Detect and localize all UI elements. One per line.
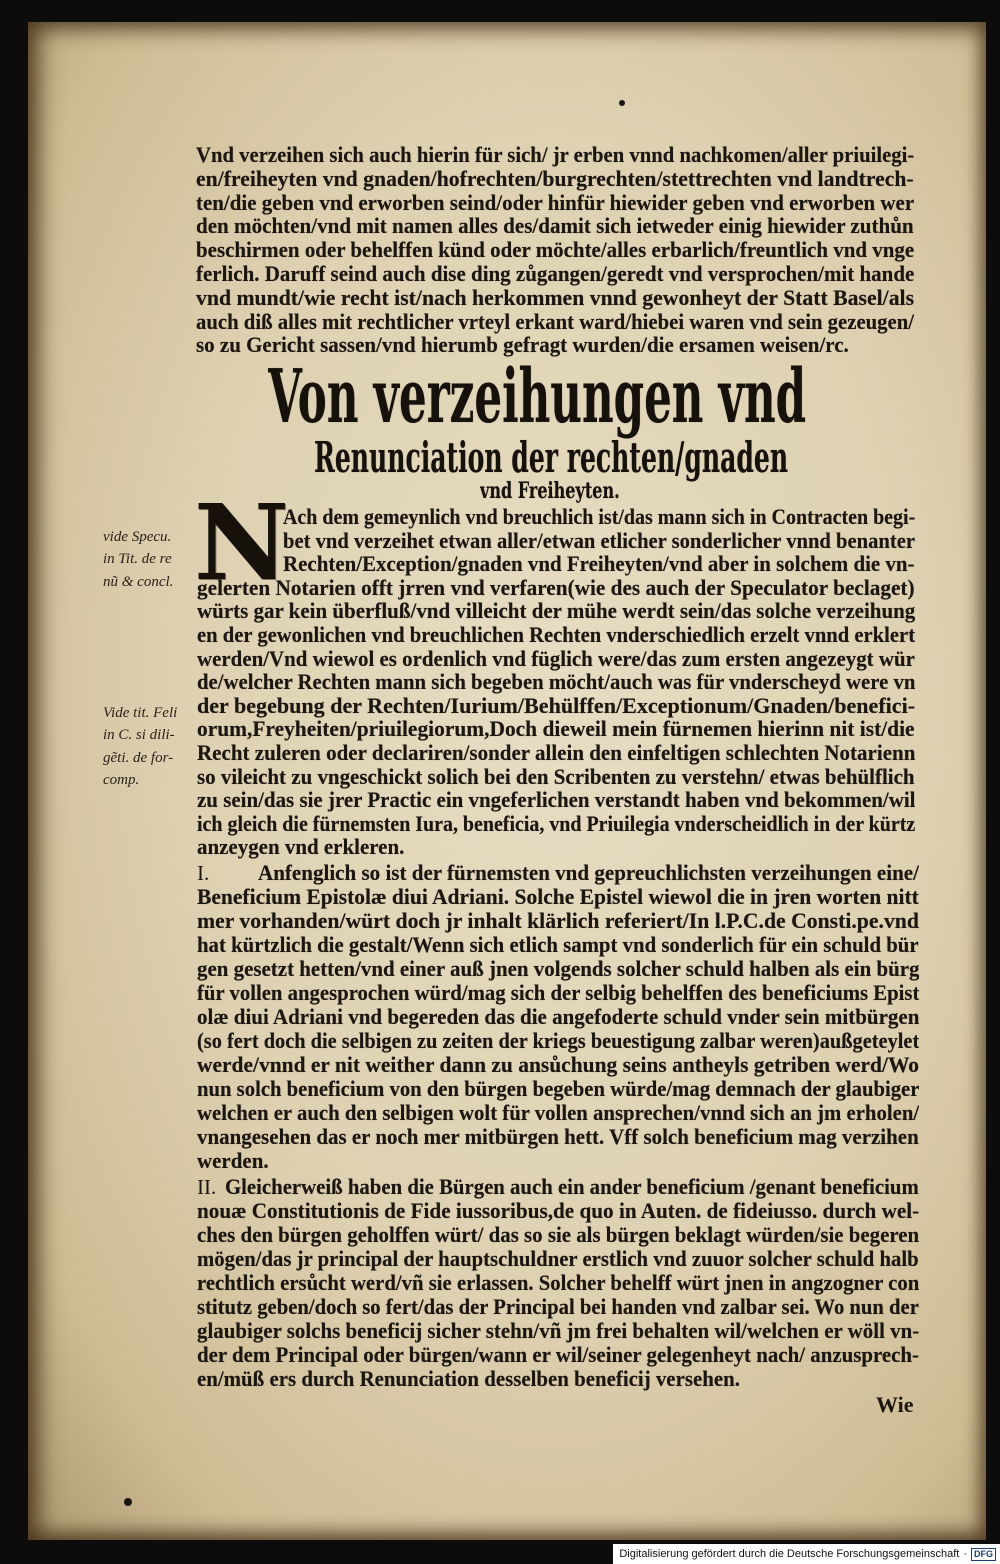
text-line <box>103 548 193 570</box>
text-line <box>197 1175 919 1199</box>
text-line <box>197 717 915 741</box>
text-line-content: Gleicherweiß haben die Bürgen auch ein ander beneficium /genant beneficium <box>225 1174 919 1199</box>
text-line <box>197 957 919 981</box>
text-line <box>197 933 919 957</box>
text-line <box>197 599 915 623</box>
text-line-content: der begebung der Rechten/Iurium/Behülffen/Exceptionum/Gnaden/benefici- <box>197 692 915 718</box>
text-line-content: gen gesetzt hetten/vnd einer auß jnen volgends solcher schuld halben als ein bürg <box>197 956 919 981</box>
ink-dot <box>619 100 625 106</box>
chapter-heading-text: Renunciation der rechten/gnaden <box>314 433 788 482</box>
footer-separator: · <box>963 1548 967 1560</box>
text-line-content: ten/die geben vnd erworben seind/oder hinfür hiewider geben vnd erworben wer <box>196 189 914 215</box>
text-line-content: Vnd verzeihen sich auch hierin für sich/ jr erben vnnd nachkomen/aller priuilegi- <box>196 142 914 167</box>
text-line-content: comp. <box>103 771 140 788</box>
text-line-content: stitutz geben/doch so fert/das der Principal bei handen vnd zalbar sei. Wo nun der <box>197 1294 919 1319</box>
text-line <box>197 835 915 859</box>
text-line <box>196 214 914 238</box>
text-line <box>197 1367 919 1391</box>
chapter-heading-line-2 <box>314 435 788 481</box>
text-line-content: ches den bürgen geholffen würt/ das so sie als bürgen beklagt würden/sie begeren <box>197 1222 919 1247</box>
dfg-logo: DFG <box>971 1548 996 1561</box>
text-line-content: orum,Freyheiten/priuilegiorum,Doch dieweil mein fürnemen hierinn nit ist/die <box>197 716 915 742</box>
text-line-content: (so fert doch die selbigen zu zeiten der kriegs beuestigung zalbar weren)außgeteylet <box>197 1028 919 1053</box>
text-line <box>197 885 919 909</box>
text-line-content: zu sein/das sie jrer Practic ein vngeferlichen verstandt haben vnd bekommen/wil <box>197 787 915 813</box>
text-line-content: würts gar kein überfluß/vnd villeicht der mühe werdt sein/das solche verzeihung <box>197 598 915 624</box>
text-line-content: de/welcher Rechten mann sich begeben möcht/auch was für vnderscheyd were vn <box>197 669 915 695</box>
catchword: Wie <box>876 1392 914 1417</box>
text-line-content: glaubiger solchs beneficij sicher stehn/vñ jm frei behalten wil/welchen er wöll vn- <box>197 1318 919 1343</box>
drop-cap-initial: N <box>194 481 290 604</box>
text-line <box>196 262 914 286</box>
text-line-content: en der gewonlichen vnd breuchlichen Rechten vnderschiedlich erzelt vnnd erklert <box>197 621 915 647</box>
introduction-paragraph <box>197 505 915 859</box>
text-line <box>197 1247 919 1271</box>
text-line-content: hat kürtzlich die gestalt/Wenn sich etlich sampt vnd sonderlich für ein schuld bür <box>197 932 919 957</box>
text-line-content: Recht zuleren oder declariren/sonder allein den einfeltigen schlechten Notarienn <box>197 739 915 765</box>
text-line <box>197 505 915 529</box>
text-line <box>197 788 915 812</box>
text-line-content: so vileicht zu vngeschickt solich bei den Scribenten zu verstehn/ etwas behülflich <box>197 763 915 789</box>
text-line-content: nouæ Constitutionis de Fide iussoribus,de quo in Auten. de fideiusso. durch wel- <box>197 1198 919 1223</box>
text-line <box>103 571 193 593</box>
text-line <box>103 747 193 769</box>
text-line-content: gelerten Notarien offt jrren vnd verfaren(wie des auch der Speculator beclaget) <box>197 574 915 600</box>
text-line-content: vnangesehen das er noch mer mitbürgen hett. Vff solch beneficium mag verzihen <box>197 1124 919 1149</box>
chapter-heading-text: vnd Freiheyten. <box>480 478 620 504</box>
text-line <box>197 647 915 671</box>
text-line-content: en/freiheyten vnd gnaden/hofrechten/burgrechten/stettrechten vnd landtrech- <box>196 165 914 191</box>
text-line <box>196 310 914 334</box>
text-line <box>103 769 193 791</box>
text-line <box>196 167 914 191</box>
text-line <box>197 1125 919 1149</box>
margin-note <box>103 526 193 593</box>
footer-text: Digitalisierung gefördert durch die Deutsche Forschungsgemeinschaft <box>619 1548 960 1560</box>
chapter-heading-line-3 <box>480 480 620 502</box>
text-line-content: ich gleich die fürnemsten Iura, beneficia, vnd Priuilegia vnderscheidlich in der kürtz <box>197 810 915 836</box>
text-line-content: werde/vnnd er nit weither dann zu ansůchung seins antheyls getriben werd/Wo <box>197 1052 919 1077</box>
text-line-content: Beneficium Epistolæ diui Adriani. Solche Epistel wiewol die in jren worten nitt <box>197 884 919 909</box>
section-number: II. <box>197 1175 217 1199</box>
text-line <box>196 238 914 262</box>
text-line <box>197 529 915 553</box>
text-line-content: für vollen angesprochen würd/mag sich der selbig behelffen des beneficiums Epist <box>197 980 919 1005</box>
text-line-content: en/müß ers durch Renunciation desselben beneficij versehen. <box>197 1366 740 1391</box>
text-line-content: der dem Principal oder bürgen/wann er wil/seiner gelegenheyt nach/ anzusprech- <box>197 1342 919 1367</box>
text-line-content: so zu Gericht sassen/vnd hierumb gefragt wurden/die ersamen weisen/rc. <box>196 332 849 358</box>
text-line <box>197 812 915 836</box>
text-line-content: Anfenglich so ist der fürnemsten vnd gepreuchlichsten verzeihungen eine/ <box>258 860 919 885</box>
text-line-content: in Tit. de re <box>103 551 172 568</box>
text-line-content: in C. si dili- <box>103 727 175 744</box>
text-line <box>197 1077 919 1101</box>
text-line <box>197 1343 919 1367</box>
text-line <box>196 143 914 167</box>
text-line-content: anzeygen vnd erkleren. <box>197 834 405 860</box>
chapter-heading-line-1 <box>268 356 806 438</box>
text-line-content: auch diß alles mit rechtlicher vrteyl erkant ward/hiebei waren vnd sein gezeugen/ <box>196 308 914 334</box>
text-line-content: vnd mundt/wie recht ist/nach herkommen vnnd gewonheyt der Statt Basel/als <box>196 284 914 310</box>
text-line-content: mer vorhanden/würt doch jr inhalt klärlich referiert/In l.P.C.de Consti.pe.vnd <box>197 908 919 933</box>
text-line <box>196 286 914 310</box>
text-line-content: ferlich. Daruff seind auch dise ding zůgangen/geredt vnd versprochen/mit hande <box>196 260 914 286</box>
text-line <box>197 670 915 694</box>
text-line <box>197 1005 919 1029</box>
chapter-heading-text: Von verzeihungen vnd <box>268 354 806 440</box>
text-line <box>197 1149 919 1173</box>
text-line <box>197 981 919 1005</box>
text-line-content: welchen er auch den selbigen wolt für vollen ansprechen/vnnd sich an jm erholen/ <box>197 1100 919 1125</box>
text-line-content: Ach dem gemeynlich vnd breuchlich ist/das mann sich in Contracten begi- <box>283 504 915 529</box>
text-line <box>197 909 919 933</box>
text-line <box>197 1199 919 1223</box>
section-1 <box>197 861 919 1173</box>
text-line-content: den möchten/vnd mit namen alles des/damit sich ietweder einig hiewider zuthůn <box>196 213 914 239</box>
text-line-content: bet vnd verzeihet etwan aller/etwan etlicher sonderlicher vnnd benanter <box>283 527 915 553</box>
text-line-content: Vide tit. Feli <box>103 705 178 721</box>
text-line-content: Rechten/Exception/gnaden vnd Freiheyten/vnd aber in solchem die vn- <box>283 551 915 577</box>
text-line-content: werden/Vnd wiewol es ordenlich vnd füglich were/das zum ersten angezeygt wür <box>197 645 915 671</box>
text-line-content: nun solch beneficium von den bürgen begeben würde/mag demnach der glaubiger <box>197 1076 919 1101</box>
text-line <box>103 702 193 724</box>
text-line-content: werden. <box>197 1148 269 1173</box>
text-line-content: nũ & concl. <box>103 573 174 590</box>
text-line <box>197 552 915 576</box>
text-line <box>197 1319 919 1343</box>
text-line-content: gẽti. de for- <box>103 749 174 766</box>
text-line <box>197 1029 919 1053</box>
text-line <box>197 1053 919 1077</box>
text-line-content: mögen/das jr principal der hauptschuldner erstlich vnd zuuor solcher schuld halb <box>197 1246 919 1271</box>
text-line <box>197 1295 919 1319</box>
text-line <box>197 741 915 765</box>
ink-dot <box>124 1498 132 1506</box>
text-line-content: beschirmen oder behelffen künd oder möchte/alles erbarlich/freuntlich vnd vnge <box>196 237 914 263</box>
text-line-content: olæ diui Adriani vnd begereden das die angefoderte schuld vnder sein mitbürgen <box>197 1004 919 1029</box>
text-line <box>197 1101 919 1125</box>
digitization-footer <box>613 1544 1000 1564</box>
margin-note <box>103 702 193 791</box>
text-line <box>103 526 193 548</box>
section-number: I. <box>197 861 210 885</box>
text-line-content: vide Specu. <box>103 529 172 545</box>
text-line-content: rechtlich ersůcht werd/vñ sie erlassen. Solcher behelff würt jnen in angzogner con <box>197 1270 919 1295</box>
text-line <box>197 623 915 647</box>
text-line <box>103 724 193 746</box>
text-line <box>197 1271 919 1295</box>
text-line <box>197 1223 919 1247</box>
text-line <box>197 765 915 789</box>
section-2 <box>197 1175 919 1391</box>
top-paragraph <box>196 143 914 357</box>
text-line <box>197 694 915 718</box>
text-line <box>197 861 919 885</box>
text-line <box>196 191 914 215</box>
text-line <box>197 576 915 600</box>
